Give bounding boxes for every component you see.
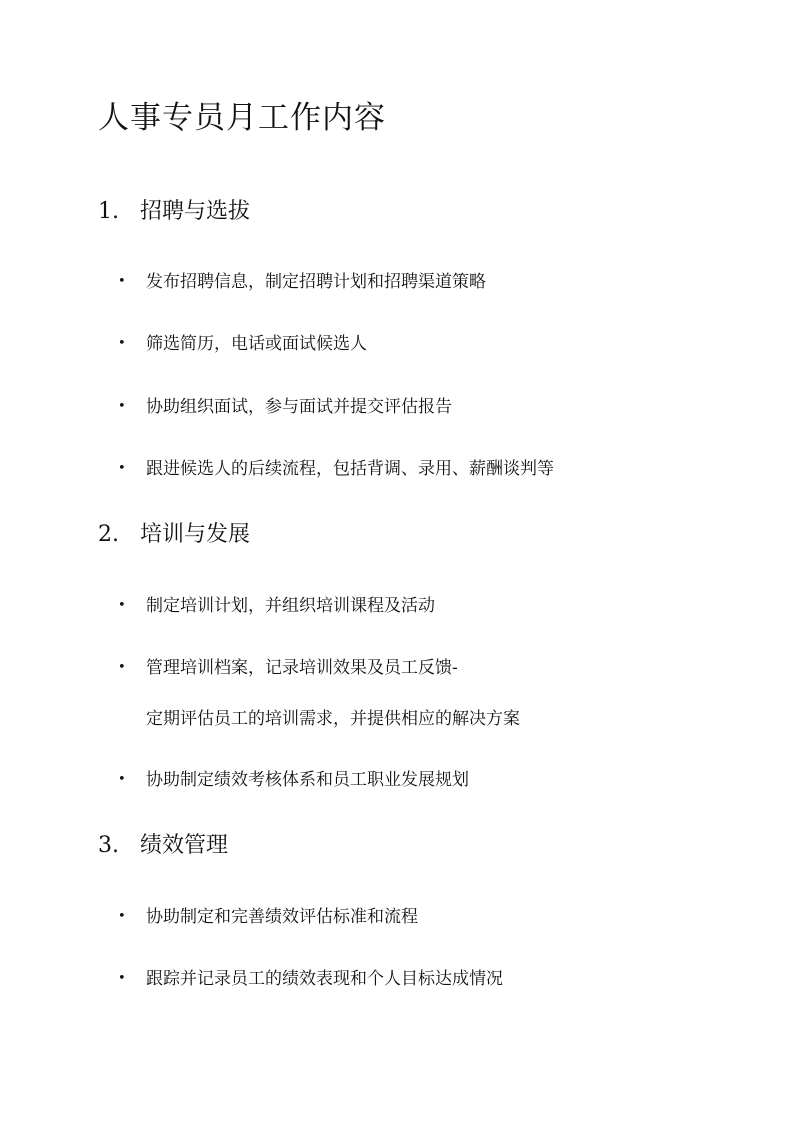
list-item [118,268,486,297]
bullet-icon: • [118,970,126,986]
document-title: 人事专员月工作内容 [98,100,386,136]
bullet-icon: • [118,398,126,414]
bullet-icon: • [118,771,126,787]
section-number: 3. [98,833,119,858]
list-item-text: 协助制定绩效考核体系和员工职业发展规划 [146,770,469,790]
list-item [118,455,554,484]
list-item-continuation: 定期评估员工的培训需求，并提供相应的解决方案 [146,708,520,729]
list-item [118,330,367,359]
bullet-icon: • [118,659,126,675]
list-item-text: 跟踪并记录员工的绩效表现和个人目标达成情况 [146,969,503,989]
section-heading-training [98,519,250,551]
bullet-icon: • [118,908,126,924]
list-item [118,903,418,932]
list-item [118,965,503,994]
section-number: 2. [98,522,119,547]
list-item-text: 制定培训计划，并组织培训课程及活动 [146,596,435,616]
section-title: 招聘与选拔 [140,199,251,224]
section-heading-recruitment [98,196,250,228]
list-item [118,393,452,422]
list-item-text: 协助组织面试，参与面试并提交评估报告 [146,397,452,417]
section-number: 1. [98,199,119,224]
list-item-text: 发布招聘信息，制定招聘计划和招聘渠道策略 [146,272,486,292]
bullet-icon: • [118,597,126,613]
section-heading-performance [98,830,228,862]
section-title: 培训与发展 [140,522,251,547]
bullet-icon: • [118,460,126,476]
list-item-text: 协助制定和完善绩效评估标准和流程 [146,907,418,927]
list-item [118,766,469,795]
list-item-text: 筛选简历，电话或面试候选人 [146,334,367,354]
list-item [118,654,520,733]
list-item [118,592,435,621]
bullet-icon: • [118,335,126,351]
bullet-icon: • [118,273,126,289]
list-item-text: 跟进候选人的后续流程，包括背调、录用、薪酬谈判等 [146,459,554,479]
section-title: 绩效管理 [140,833,229,858]
list-item-text: 管理培训档案，记录培训效果及员工反馈- [146,658,458,678]
